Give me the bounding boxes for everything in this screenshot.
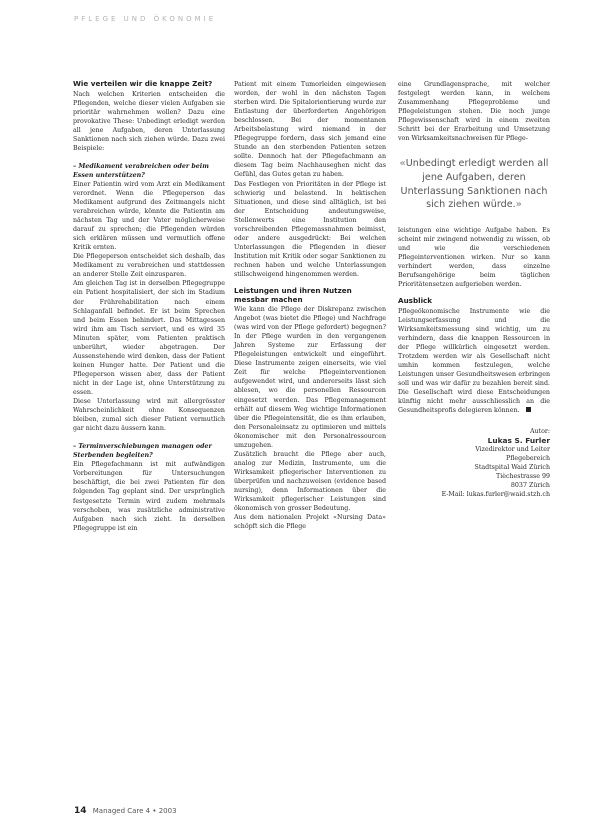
author-email: E-Mail: lukas.furler@waid.stzh.ch [441,491,550,499]
paragraph: Die Pflegeperson entscheidet sich deshalb, das Medikament zu verabreichen und stattdessen an anderer Stelle Zeit einzusparen. [73,253,225,279]
paragraph: Patient mit einem Tumorleiden eingewiesen worden, der wohl in den nächsten Tagen sterben wird. Die Spitalorientierung wurde zur Entlastung der überforderten Angehörigen beschlossen. Bei der momentanen Arbeitsbelastung wird niemand in der Pflegegruppe fordern, dass sich jemand eine Stunde an den sterbenden Patienten setzen sollte. Dennoch hat der Pflegefachmann an diesem Tag beim Nachhauseghen nicht das Gefühl, das Gutes getan zu haben. [234,81,386,179]
paragraph: Aus dem nationalen Projekt «Nursing Data» schöpft sich die Pflege [234,514,386,531]
paragraph: Das Festlegen von Prioritäten in der Pflege ist schwierig und belastend. In hektischen Situationen, und diese sind alltäglich, ist bei der Entscheidung andeutungsweise, Stellenwerts eine Institution den vorschreibenden Pflegemassnahmen beimisst, oder andere ausgedrückt: Bei welchen Unterlassungen die Pflegenden in dieser Institution mit Kritik oder sogar Sanktionen zu rechnen haben und welche Unterlassungen stillschweigend hingenommen werden. [234,180,386,278]
section-heading: Wie verteilen wir die knappe Zeit? [73,79,213,88]
column-2 [234,80,386,531]
running-head: PFLEGE UND ÖKONOMIE [74,15,217,23]
quote-close-mark: » [515,199,522,211]
subsection-heading: – Terminverschiebungen managen oder Sterbenden begleiten? [73,443,212,460]
page-number: 14 [74,806,87,816]
paragraph [398,307,550,416]
end-of-article-icon [526,407,531,412]
author-organization: Stadtspital Waid Zürich [474,464,550,472]
author-box [398,427,550,499]
paragraph: Am gleichen Tag ist in derselben Pflegegruppe ein Patient hospitalisiert, der sich im Stadium der Frührehabilitation nach einem Schlaganfall befindet. Er ist beim Sprechen und beim Essen behindert. Das Mittagessen wird ihm am Tisch serviert, und es wird 35 Minuten später, vom Patienten praktisch unberührt, wieder abgetragen. Der Aussenstehende wird denken, dass der Patient keinen Hunger hatte. Der Patient und die Pflegeperson wissen aber, dass der Patient nicht in der Lage ist, ohne Unterstützung zu essen. [73,280,225,396]
section-heading: Leistungen und ihren Nutzen messbar machen [234,286,352,304]
paragraph: eine Grundlagensprache, mit welcher festgelegt werden kann, in welchem Zusammenhang Pflegeprobleme und Pflegeleistungen stehen. Die noch junge Pflegewissenschaft wird in einem zweiten Schritt bei der Erarbeitung und Umsetzung von Wirksamkeitsnachweisen für Pflege- [398,81,550,143]
author-city: 8037 Zürich [510,482,550,490]
column-1 [73,80,225,533]
paragraph: Zusätzlich braucht die Pflege aber auch, analog zur Medizin, Instrumente, um die Wirksamkeit pflegerischer Interventionen zu überprüfen und nachzuweisen (evidence based nursing), denn Informationen über die Wirksamkeit pflegerischer Leistungen sind ökonomisch von grosser Bedeutung. [234,450,386,513]
column-3 [398,80,550,499]
paragraph: Diese Unterlassung wird mit allergrösster Wahrscheinlichkeit ohne Konsequenzen bleiben, zumal sich dieser Patient vermutlich gar nicht dazu äussern kann. [73,398,225,433]
pull-quote [398,157,550,211]
paragraph: Ein Pflegefachmann ist mit aufwändigen Vorbereitungen für Untersuchungen beschäftigt, die bei zwei Patienten für den folgenden Tag geplant sind. Der ursprünglich festgesetzte Termin wird zudem mehrmals verschoben, was zusätzliche administrative Aufgaben nach sich zieht. In derselben Pflegegruppe ist ein [73,461,225,532]
magazine-issue: Managed Care 4 • 2003 [92,807,177,815]
paragraph: leistungen eine wichtige Aufgabe haben. Es scheint mir zwingend notwendig zu wissen, ob und wie die verschiedenen Pflegeinterventionen wirken. Nur so kann verhindert werden, dass einzelne Berufsangehörige beim täglichen Prioritätensetzen aufgerieben werden. [398,226,550,288]
paragraph: Wie kann die Pflege der Diskrepanz zwischen Angebot (was bietet die Pflege) und Nachfrage (was wird von der Pflege gefordert) begegnen? In der Pflege wurden in den vergangenen Jahren Systeme zur Erfassung der Pflegeleistungen entwickelt und eingeführt. Diese Instrumente zeigen einerseits, wie viel Zeit für welche Pflegeinterventionen aufgewendet wird, und andererseits lässt sich ablesen, wo die personellen Ressourcen eingesetzt werden. Das Pflegemanagement erhält auf diesem Weg wichtige Informationen über die Pflegeintensität, die es ihm erlauben, den Personaleinsatz zu optimieren und mittels ökonomischer mit den Personalressourcen umzugehen. [234,306,386,449]
subsection-heading: – Medikament verabreichen oder beim Essen unterstützen? [73,162,209,179]
page-footer [74,806,177,816]
paragraph-text: Pflegeökonomische Instrumente wie die Leistungserfassung und die Wirksamkeitsmessung sind wichtig, um zu verhindern, dass die knappen Ressourcen in der Pflege willkürlich eingesetzt werden. Trotzdem werden wir als Gesellschaft nicht umhin kommen festzulegen, welche Leistungen unser Gesundheitswesen erbringen soll und was wir dafür zu bezahlen bereit sind. Die Gesellschaft wird diese Entscheidungen künftig nicht mehr ausschliesslich an die Gesundheitsprofis delegieren können. [398,307,550,415]
author-name: Lukas S. Furler [487,436,550,446]
pull-quote-text: Unbedingt erledigt werden all jene Aufgaben, deren Unterlassung Sanktionen nach sich ziehen würde. [400,158,549,211]
paragraph: Nach welchen Kriterien entscheiden die Pflegenden, welche dieser vielen Aufgaben sie prioritär wahrnehmen wollen? Dazu eine provokative These: Unbedingt erledigt werden all jene Aufgaben, deren Unterlassung Sanktionen nach sich ziehen würde. Dazu zwei Beispiele: [73,90,225,152]
quote-open-mark: « [399,158,406,170]
author-label: Autor: [529,428,550,436]
author-role: Pflegebereich [505,455,550,463]
author-role: Vizedirektor und Leiter [475,446,550,454]
section-heading: Ausblick [398,296,433,306]
paragraph: Einer Patientin wird vom Arzt ein Medikament verordnet. Wenn die Pflegeperson das Medikament aufgrund des Zeitmangels nicht verabreichen würde, könnte die Patientin am nächsten Tag und der Vater möglicherweise darauf zu sprechen; die Pflegenden würden sich erklären müssen und vermutlich offene Kritik ernten. [73,180,225,252]
author-street: Tièchestrasse 99 [496,473,550,481]
